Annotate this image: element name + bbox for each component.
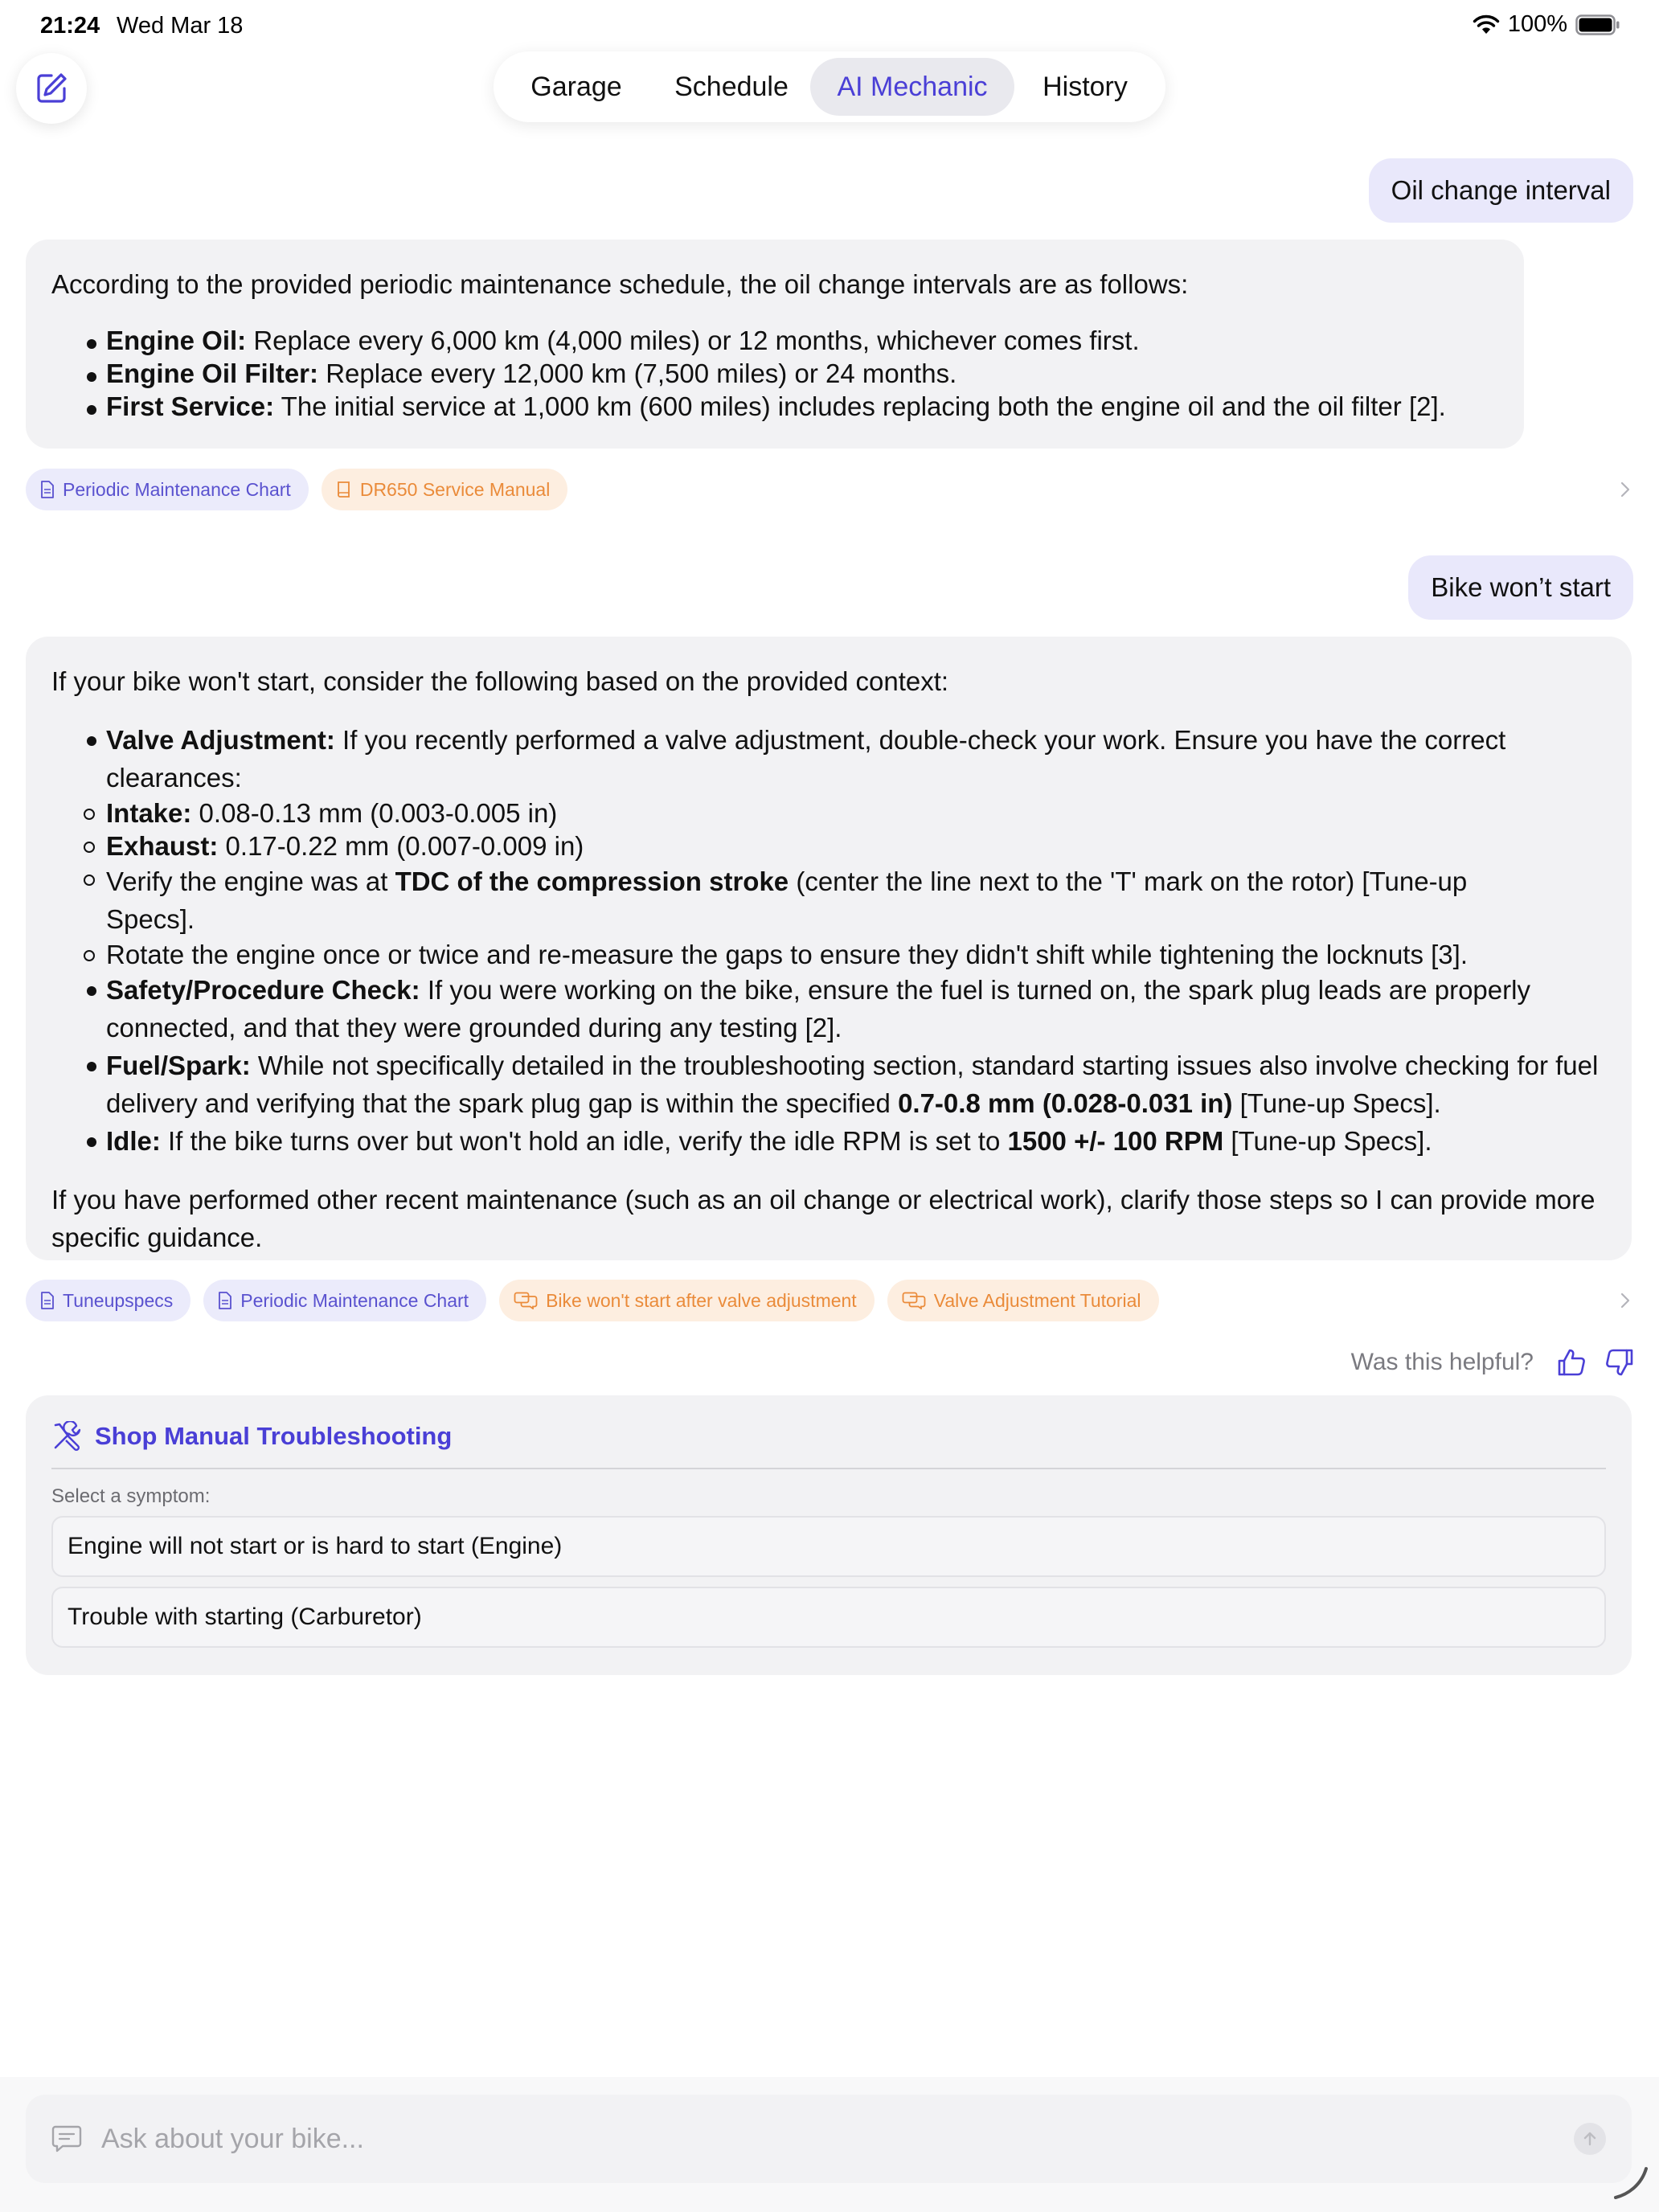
source-chips [26,469,1633,510]
user-message: Oil change interval [1369,158,1633,223]
sub-list [51,797,1606,971]
list-item: Safety/Procedure Check: If you were working on the bike, ensure the fuel is turned on, the spark plug leads are properly connected, and that they were grounded during any testing [2]. [51,971,1606,1047]
list-item: Verify the engine was at TDC of the compression stroke (center the line next to the 'T' mark on the rotor) [Tune-up Specs]. [51,862,1606,938]
battery-icon [1575,14,1620,35]
send-button[interactable] [1574,2123,1606,2155]
assistant-message [26,240,1524,449]
tab-schedule[interactable]: Schedule [674,71,789,102]
list-item: Engine Oil Filter: Replace every 12,000 km (7,500 miles) or 24 months. [51,357,1498,390]
status-time: 21:24 [40,13,100,39]
answer-list [51,324,1498,423]
chevron-right-icon[interactable] [1617,1291,1633,1310]
forum-icon [902,1292,926,1309]
troubleshooting-header [51,1421,452,1452]
answer-intro: If your bike won't start, consider the following based on the provided context: [51,666,949,696]
tab-ai-mechanic[interactable]: AI Mechanic [810,58,1014,116]
source-chip[interactable]: DR650 Service Manual [322,469,568,510]
assistant-message [26,637,1632,1260]
user-message: Bike won’t start [1408,555,1633,620]
symptom-label: Select a symptom: [51,1485,211,1507]
segmented-tabbar [494,51,1165,122]
source-chip[interactable]: Tuneupspecs [26,1280,190,1321]
tab-history[interactable]: History [1043,71,1128,102]
source-chip[interactable]: Periodic Maintenance Chart [26,469,309,510]
list-item: Valve Adjustment: If you recently performed a valve adjustment, double-check your work. Ensure you have the correct clearances: Intake: 0.08-0.13 mm (0.003-0.005 in) Exhaust: 0.17-0.22 mm (0.007-0.009 in) Verify the engine was at TDC of the compression stroke (center the line next to the 'T' mark on the rotor) [Tune-up Specs]. Rotate the engine once or twice and re-measure the gaps to ensure they didn't shift while tightening the locknuts [3]. [51,721,1606,971]
tab-garage[interactable]: Garage [530,71,622,102]
status-right [1473,11,1620,38]
troubleshooting-card [26,1395,1632,1675]
feedback-prompt: Was this helpful? [1350,1349,1534,1375]
symptom-option[interactable]: Trouble with starting (Carburetor) [51,1587,1606,1648]
document-icon [40,481,55,498]
list-item: Intake: 0.08-0.13 mm (0.003-0.005 in) [51,797,1606,830]
thumbs-down-icon[interactable] [1604,1347,1635,1378]
troubleshooting-title: Shop Manual Troubleshooting [95,1422,453,1450]
book-icon [336,481,352,498]
chevron-right-icon[interactable] [1617,480,1633,499]
divider [51,1468,1606,1469]
answer-intro: According to the provided periodic maintenance schedule, the oil change intervals are as follows: [51,269,1189,299]
list-item: Fuel/Spark: While not specifically detailed in the troubleshooting section, standard starting issues also involve checking for fuel delivery and verifying that the spark plug gap is within the specified 0.7-0.8 mm (0.028-0.031 in) [Tune-up Specs]. [51,1047,1606,1122]
source-chip[interactable]: Bike won't start after valve adjustment [499,1280,875,1321]
list-item: First Service: The initial service at 1,000 km (600 miles) includes replacing both the engine oil and the oil filter [2]. [51,390,1498,423]
source-chip[interactable]: Valve Adjustment Tutorial [887,1280,1159,1321]
thumbs-up-icon[interactable] [1556,1347,1587,1378]
source-chips [26,1280,1633,1321]
source-chip[interactable]: Periodic Maintenance Chart [203,1280,486,1321]
status-date: Wed Mar 18 [117,13,244,39]
list-item: Rotate the engine once or twice and re-measure the gaps to ensure they didn't shift while tightening the locknuts [3]. [51,938,1606,971]
wifi-icon [1473,14,1500,35]
chat-input[interactable] [101,2124,1574,2155]
document-icon [218,1292,232,1309]
symptom-option[interactable]: Engine will not start or is hard to start (Engine) [51,1516,1606,1577]
chat-input-bar [26,2095,1632,2183]
new-chat-button[interactable] [16,53,87,124]
list-item: Idle: If the bike turns over but won't hold an idle, verify the idle RPM is set to 1500 +/- 100 RPM [Tune-up Specs]. [51,1122,1606,1160]
resize-handle-icon[interactable] [1611,2162,1651,2202]
list-item: Exhaust: 0.17-0.22 mm (0.007-0.009 in) [51,830,1606,862]
battery-percent: 100% [1507,11,1567,37]
list-item: Engine Oil: Replace every 6,000 km (4,000 miles) or 12 months, whichever comes first. [51,324,1498,357]
answer-outro: If you have performed other recent maintenance (such as an oil change or electrical work), clarify those steps so I can provide more specific guidance. [51,1185,1596,1252]
feedback-row [1351,1347,1635,1378]
forum-icon [514,1292,538,1309]
answer-list [51,721,1606,1160]
arrow-up-icon [1581,2130,1599,2148]
tools-icon [51,1421,82,1452]
compose-icon [34,71,69,106]
document-icon [40,1292,55,1309]
chat-bubble-icon [51,2124,82,2153]
